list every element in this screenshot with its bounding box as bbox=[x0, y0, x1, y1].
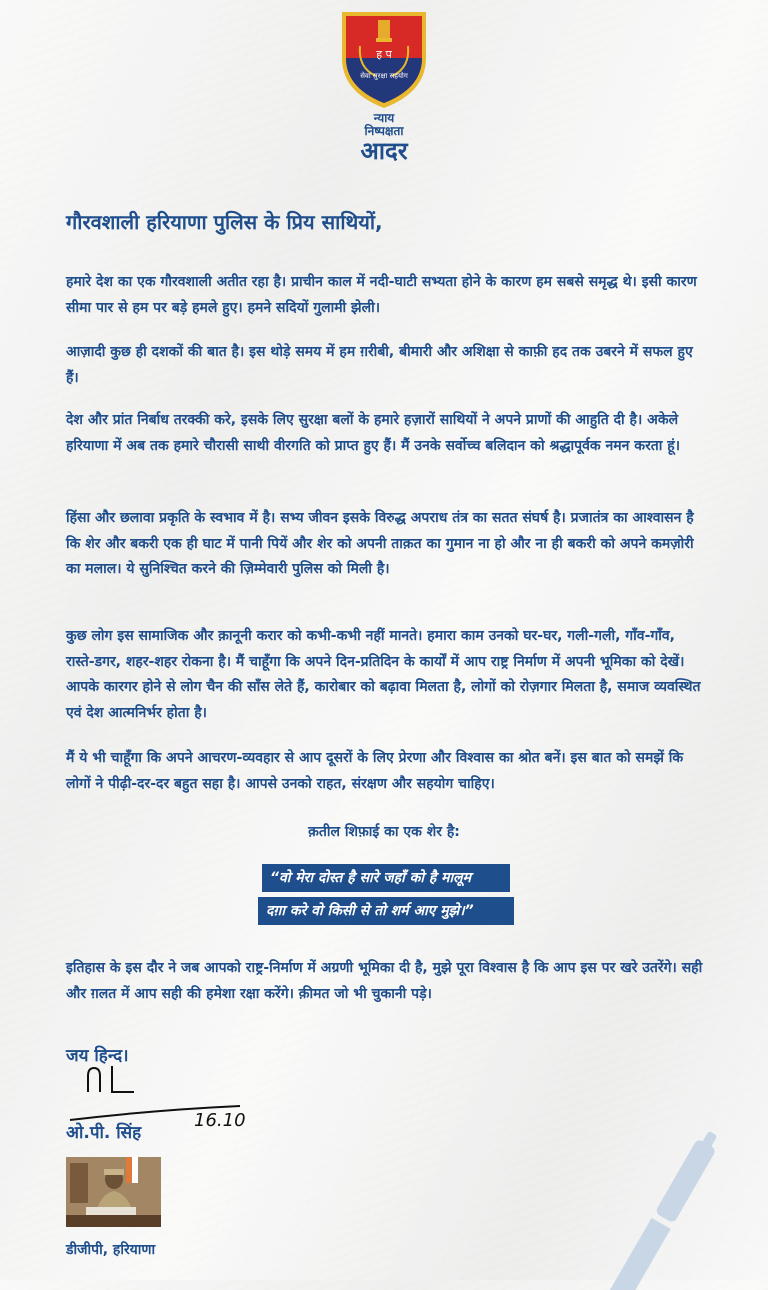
paragraph-4: हिंसा और छलावा प्रकृति के स्वभाव में है। सभ्य जीवन इसके विरुद्ध अपराध तंत्र का सतत संघर्ष है। प्रजातंत्र का आश्वासन है कि शेर और बकरी एक ही घाट में पानी पियें और शेर को अपनी ताक़त का गुमान ना हो और ना ही बकरी को अपने कमज़ोरी का मलाल। ये सुनिश्चित करने की ज़िम्मेवारी पुलिस को मिली है। bbox=[66, 510, 694, 577]
sher-line-1: “वो मेरा दोस्त है सारे जहाँ को है मालूम bbox=[262, 864, 510, 892]
paragraph-2: आज़ादी कुछ ही दशकों की बात है। इस थोड़े समय में हम ग़रीबी, बीमारी और अशिक्षा से काफ़ी हद तक उबरने में सफल हुए हैं। bbox=[66, 344, 693, 386]
motto-respect: आदर bbox=[360, 137, 408, 166]
paragraph-7: इतिहास के इस दौर ने जब आपको राष्ट्र-निर्माण में अग्रणी भूमिका दी है, मुझे पूरा विश्वास है कि आप इस पर खरे उतरेंगे। सही और ग़लत में आप सही की हमेशा रक्षा करेंगे। क़ीमत जो भी चुकानी पड़े। bbox=[66, 960, 703, 1002]
svg-text:सेवा सुरक्षा सहयोग: सेवा सुरक्षा सहयोग bbox=[360, 72, 408, 80]
pen-icon bbox=[610, 1130, 730, 1290]
paragraph-3: देश और प्रांत निर्बाध तरक्की करे, इसके लिए सुरक्षा बलों के हमारे हज़ारों साथियों ने अपने प्राणों की आहुति दी है। अकेले हरियाणा में अब तक हमारे चौरासी साथी वीरगति को प्राप्त हुए हैं। मैं उनके सर्वोच्च बलिदान को श्रद्धापूर्वक नमन करता हूं। bbox=[66, 412, 681, 454]
paragraph-6: मैं ये भी चाहूँगा कि अपने आचरण-व्यवहार से आप दूसरों के लिए प्रेरणा और विश्वास का श्रोत बनें। इस बात को समझें कि लोगों ने पीढ़ी-दर-दर बहुत सहा है। आपसे उनको राहत, संरक्षण और सहयोग चाहिए। bbox=[66, 750, 684, 792]
paragraph-1: हमारे देश का एक गौरवशाली अतीत रहा है। प्राचीन काल में नदी-घाटी सभ्यता होने के कारण हम सबसे समृद्ध थे। इसी कारण सीमा पार से हम पर बड़े हमले हुए। हमने सदियों गुलामी झेली। bbox=[66, 274, 697, 316]
header bbox=[0, 6, 768, 164]
motto bbox=[0, 112, 768, 164]
signature-date: 16.10 bbox=[194, 1110, 246, 1131]
motto-justice: न्याय bbox=[373, 111, 395, 125]
paragraph-5: कुछ लोग इस सामाजिक और क़ानूनी करार को कभी-कभी नहीं मानते। हमारा काम उनको घर-घर, गली-गली, गाँव-गाँव, रास्ते-डगर, शहर-शहर रोकना है। मैं चाहूँगा कि अपने दिन-प्रतिदिन के कार्यों में आप राष्ट्र निर्माण में अपनी भूमिका को देखें। आपके कारगर होने से लोग चैन की साँस लेते हैं, कारोबार को बढ़ावा मिलता है, लोगों को रोज़गार मिलता है, समाज व्यवस्थित एवं देश आत्मनिर्भर होता है। bbox=[66, 628, 701, 721]
letter-salutation: गौरवशाली हरियाणा पुलिस के प्रिय साथियों, bbox=[66, 210, 383, 234]
motto-impartiality: निष्पक्षता bbox=[364, 123, 404, 138]
haryana-police-shield-icon bbox=[336, 6, 432, 112]
sher-intro: क़तील शिफ़ाई का एक शेर है: bbox=[308, 824, 460, 840]
officer-photo-icon bbox=[66, 1157, 161, 1227]
svg-text:ह प: ह प bbox=[376, 48, 392, 61]
sher-line-2: दग़ा करे वो किसी से तो शर्म आए मुझे।” bbox=[258, 897, 514, 925]
signatory-name: ओ.पी. सिंह bbox=[66, 1123, 142, 1143]
closing-jai-hind: जय हिन्द। bbox=[66, 1046, 129, 1066]
signatory-designation: डीजीपी, हरियाणा bbox=[66, 1242, 156, 1258]
signatory-photo bbox=[66, 1157, 161, 1227]
